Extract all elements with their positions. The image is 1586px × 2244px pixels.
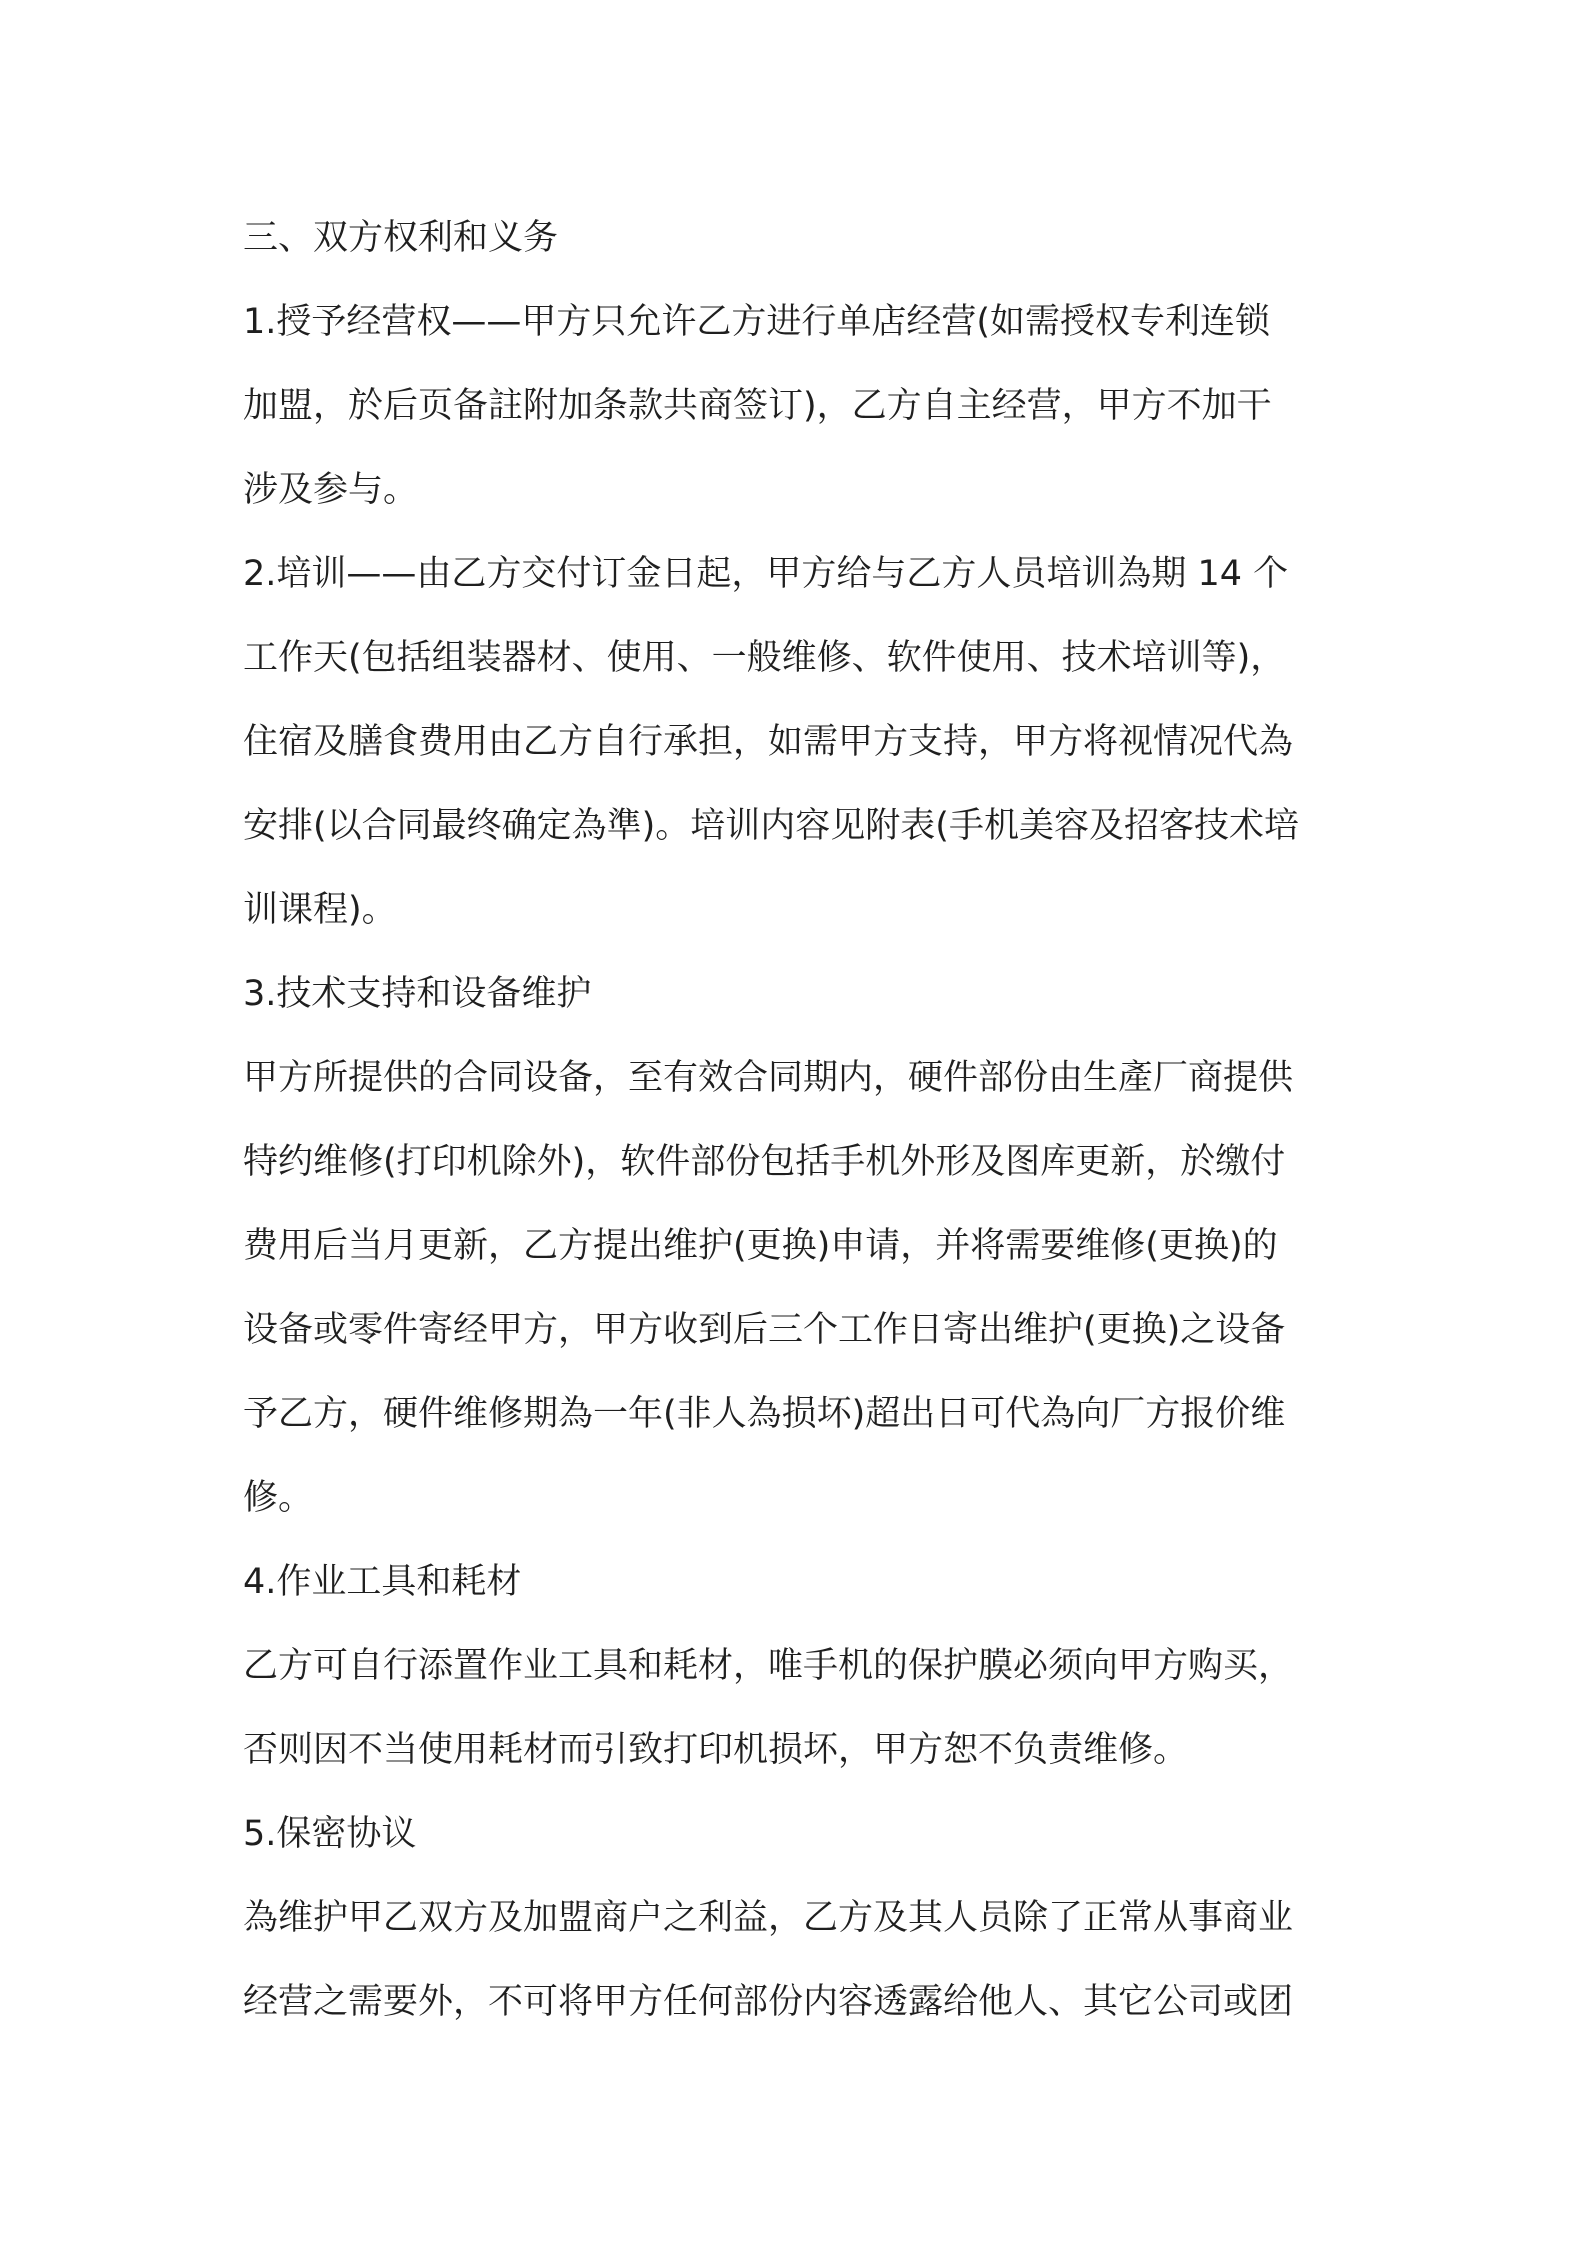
clause-1-line-2: 加盟，於后页备註附加条款共商签订)，乙方自主经营，甲方不加干 xyxy=(243,386,1272,426)
clause-2-line-2: 工作天(包括组装器材、使用、一般维修、软件使用、技术培训等)， xyxy=(243,638,1286,678)
clause-3-heading: 3.技术支持和设备维护 xyxy=(243,974,592,1014)
clause-2-line-1: 2.培训——由乙方交付订金日起，甲方给与乙方人员培训為期 14 个 xyxy=(243,554,1289,594)
section-heading-rights-obligations: 三、双方权利和义务 xyxy=(243,218,559,258)
clause-4-line-2: 否则因不当使用耗材而引致打印机损坏，甲方恕不负责维修。 xyxy=(243,1730,1189,1770)
clause-3-line-1: 甲方所提供的合同设备，至有效合同期内，硬件部份由生產厂商提供 xyxy=(243,1058,1294,1098)
clause-5-heading: 5.保密协议 xyxy=(243,1814,417,1854)
clause-3-line-3: 费用后当月更新，乙方提出维护(更换)申请，并将需要维修(更换)的 xyxy=(243,1226,1278,1266)
clause-1-line-3: 涉及参与。 xyxy=(243,470,419,510)
clause-3-line-2: 特约维修(打印机除外)，软件部份包括手机外形及图库更新，於缴付 xyxy=(243,1142,1286,1182)
clause-3-line-5: 予乙方，硬件维修期為一年(非人為损坏)超出日可代為向厂方报价维 xyxy=(243,1394,1286,1434)
clause-1-line-1: 1.授予经营权——甲方只允许乙方进行单店经营(如需授权专利连锁 xyxy=(243,302,1271,342)
clause-4-line-1: 乙方可自行添置作业工具和耗材，唯手机的保护膜必须向甲方购买， xyxy=(243,1646,1294,1686)
clause-2-line-5: 训课程)。 xyxy=(243,890,397,930)
clause-3-line-6: 修。 xyxy=(243,1478,314,1518)
clause-2-line-4: 安排(以合同最终确定為準)。培训内容见附表(手机美容及招客技术培 xyxy=(243,806,1299,846)
clause-2-line-3: 住宿及膳食费用由乙方自行承担，如需甲方支持，甲方将视情况代為 xyxy=(243,722,1294,762)
clause-4-heading: 4.作业工具和耗材 xyxy=(243,1562,522,1602)
clause-5-line-2: 经营之需要外，不可将甲方任何部份内容透露给他人、其它公司或团 xyxy=(243,1982,1294,2022)
document-body xyxy=(243,196,1363,2044)
clause-5-line-1: 為维护甲乙双方及加盟商户之利益，乙方及其人员除了正常从事商业 xyxy=(243,1898,1294,1938)
clause-3-line-4: 设备或零件寄经甲方，甲方收到后三个工作日寄出维护(更换)之设备 xyxy=(243,1310,1286,1350)
